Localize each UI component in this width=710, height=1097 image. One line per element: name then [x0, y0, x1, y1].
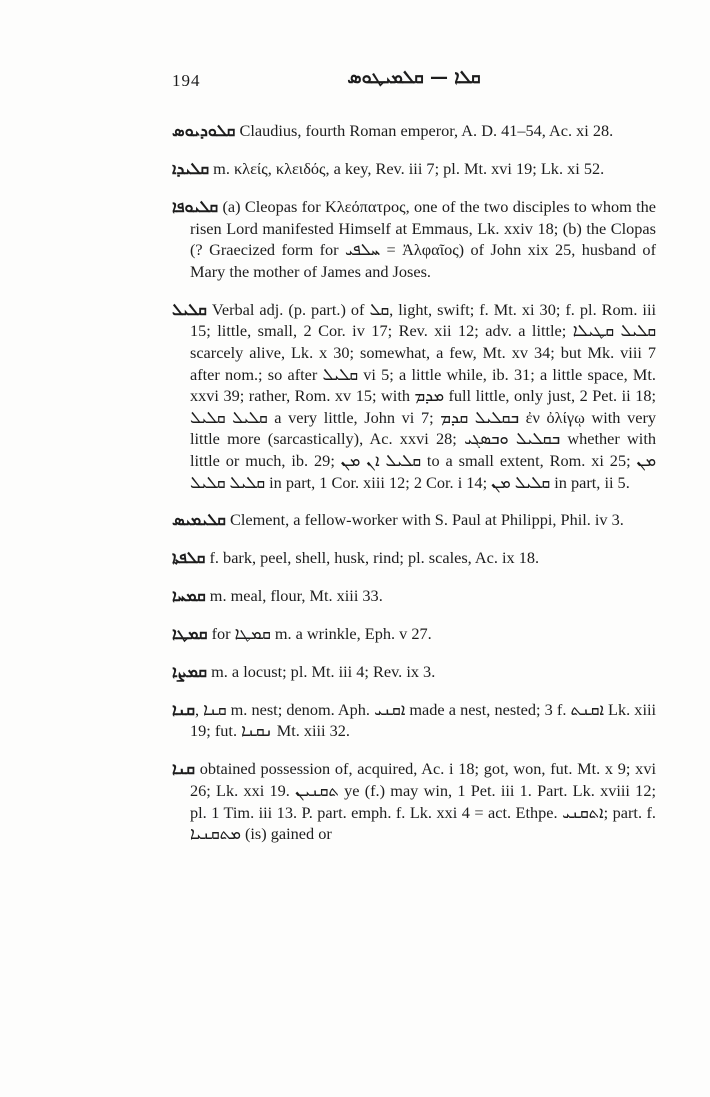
entry — [172, 299, 656, 493]
entry — [172, 758, 656, 844]
headword: ܩܡܛܐ — [172, 624, 208, 644]
entry — [172, 699, 656, 742]
entry — [172, 547, 656, 569]
entry — [172, 120, 656, 142]
definition: m. a locust; pl. Mt. iii 4; Rev. ix 3. — [207, 661, 436, 681]
definition: (a) Cleopas for Κλεόπατρος, one of the two disciples to whom the risen Lord manifested Himself at Emmaus, Lk. xxiv 18; (b) the Clopas (? Graecized form for ܚܠܦܝ = Ἀλφαῖος) of John xix 25, husband of Mary the mother of James and Joses. — [190, 197, 656, 281]
headword: ܩܠܝܕܐ — [172, 159, 210, 179]
headword: ܩܢܐ — [172, 759, 195, 779]
definition: Clement, a fellow-worker with S. Paul at Philippi, Phil. iv 3. — [225, 510, 624, 530]
definition: for ܩܡܛܐ m. a wrinkle, Eph. v 27. — [207, 624, 432, 644]
definition: Verbal adj. (p. part.) of ܩܠ, light, swift; f. Mt. xi 30; f. pl. Rom. iii 15; little, small, 2 Cor. iv 17; Rev. xii 12; adv. a little; ܩܠܝܠ ܩܛܝܠܐ scarcely alive, Lk. x 30; somewhat, a few, Mt. xv 34; but Mk. viii 7 after nom.; so after ܩܠܝܠ vi 5; a little while, ib. 31; a little space, Mt. xxvi 39; rather, Rom. xv 15; with ܡܕܡ full little, only just, 2 Pet. ii 18; ܩܠܝܠ ܩܠܝܠ a very little, John vi 7; ܒܩܠܝܠ ܩܕܡ ἐν ὀλίγῳ with very little more (sarcastically), Ac. xxvi 28; ܒܩܠܝܠ ܘܒܣܓܝ whether with little or much, ib. 29; ܩܠܝܠ ܐܢ ܡܢ to a small extent, Rom. xi 25; ܡܢ ܩܠܝܠ ܩܠܝܠ in part, 1 Cor. xiii 12; 2 Cor. i 14; ܩܠܝܠ ܡܢ in part, ii 5. — [190, 299, 657, 492]
page-header — [172, 67, 656, 95]
running-head: ܩܠܐ — ܩܠܡܝܛܘܣ — [347, 67, 481, 88]
headword: ܩܢܐ — [172, 699, 195, 719]
headword: ܩܡܨܐ — [172, 661, 208, 681]
headword: ܩܡܚܐ — [172, 586, 206, 606]
headword: ܩܠܝܘܦܐ — [172, 197, 219, 217]
entry — [172, 623, 656, 645]
entry — [172, 196, 656, 282]
entry-list — [172, 104, 656, 852]
page-number: 194 — [172, 71, 201, 90]
headword: ܩܠܘܕܝܘܣ — [172, 121, 236, 141]
definition: , ܩܢܐ m. nest; denom. Aph. ܐܩܢܝ made a nest, nested; 3 f. ܐܩܢܬ Lk. xiii 19; fut. ܢܩܢܐ Mt. xiii 32. — [190, 699, 657, 741]
entry — [172, 585, 656, 607]
entry — [172, 158, 656, 180]
definition: m. meal, flour, Mt. xiii 33. — [205, 586, 383, 606]
definition: m. κλείς, κλειδός, a key, Rev. iii 7; pl. Mt. xvi 19; Lk. xi 52. — [209, 159, 605, 179]
headword: ܩܠܝܡܝܣ — [172, 510, 226, 530]
definition: f. bark, peel, shell, husk, rind; pl. scales, Ac. ix 18. — [205, 548, 540, 568]
definition: Claudius, fourth Roman emperor, A. D. 41–54, Ac. xi 28. — [235, 121, 614, 141]
entry — [172, 509, 656, 531]
entry — [172, 661, 656, 683]
definition: obtained possession of, acquired, Ac. i 18; got, won, fut. Mt. x 9; xvi 26; Lk. xxi 19. ܬܩܢܝܢ ye (f.) may win, 1 Pet. iii 1. Part. Lk. xviii 12; pl. 1 Tim. iii 13. P. part. emph. f. Lk. xxi 4 = act. Ethpe. ܐܬܩܢܝ; part. f. ܡܬܩܢܝܐ (is) gained or — [190, 759, 656, 844]
headword: ܩܠܦܬܐ — [172, 548, 206, 568]
headword: ܩܠܝܠ — [172, 299, 207, 319]
